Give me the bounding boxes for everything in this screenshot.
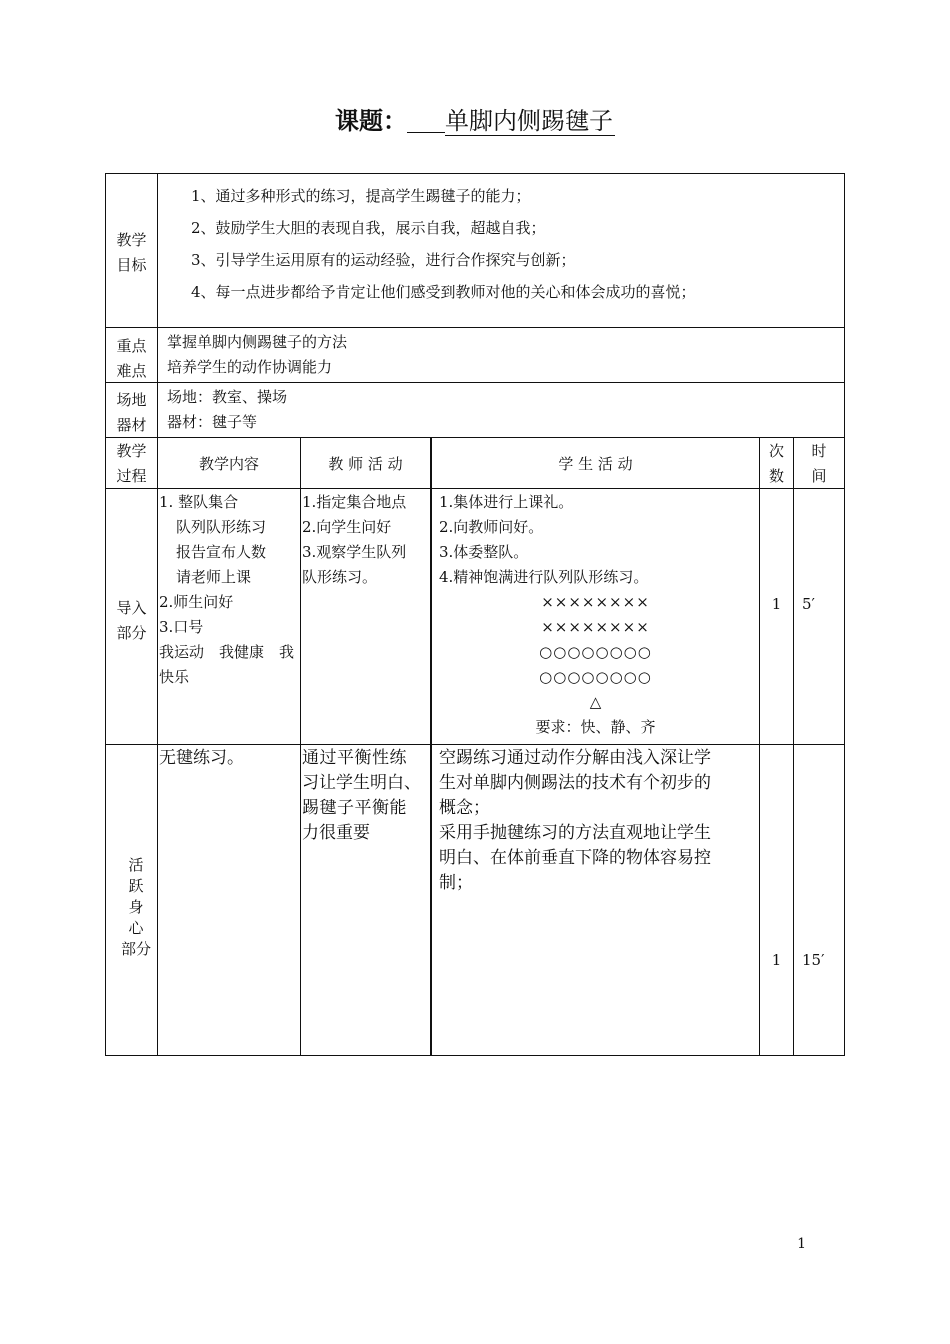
header-teacher: 教 师 活 动 [328, 455, 403, 473]
goals-label [106, 228, 157, 278]
active-label [106, 855, 166, 960]
header-count-line: 次 [768, 442, 784, 460]
header-count-line: 数 [768, 467, 784, 485]
venue-item: 器材：毽子等 [167, 413, 258, 431]
venue-label-line: 场地 [116, 391, 147, 409]
intro-label [106, 596, 157, 646]
active-student-line: 制； [439, 873, 473, 893]
key-points-label [106, 334, 157, 384]
active-label-line: 活 [128, 856, 144, 874]
key-point-item: 培养学生的动作协调能力 [167, 358, 333, 376]
process-label-line: 教学 [116, 442, 147, 460]
formation-teacher-mark: △ [589, 693, 602, 711]
table-border-right [844, 173, 845, 1055]
row-divider [105, 382, 845, 383]
intro-teacher-line: 队形练习。 [302, 568, 378, 586]
active-time: 15′ [802, 951, 825, 969]
table-border-bottom [105, 1055, 845, 1056]
active-label-line: 跃 [128, 877, 144, 895]
header-time-line: 间 [811, 467, 827, 485]
goals-label-line: 目标 [116, 256, 147, 274]
column-divider [793, 437, 794, 1055]
active-teacher-line: 通过平衡性练 [302, 748, 407, 768]
table-border-top [105, 173, 845, 174]
intro-teacher-line: 1.指定集合地点 [302, 493, 407, 511]
column-divider [300, 437, 301, 1055]
venue-label [106, 388, 157, 438]
intro-student-line: 2.向教师问好。 [439, 518, 544, 536]
intro-label-line: 导入 [116, 599, 147, 617]
active-count: 1 [771, 951, 782, 969]
intro-content-line: 3.口号 [159, 618, 204, 636]
intro-content-line: 请老师上课 [176, 568, 252, 586]
title-label: 课题： [335, 107, 407, 135]
row-divider [105, 744, 845, 745]
intro-label-line: 部分 [116, 624, 147, 642]
column-divider [430, 437, 432, 1055]
title-topic: 单脚内侧踢毽子 [445, 107, 613, 135]
page-number: 1 [797, 1236, 806, 1252]
intro-teacher-line: 3.观察学生队列 [302, 543, 407, 561]
page-title [0, 103, 950, 139]
intro-teacher-line: 2.向学生问好 [302, 518, 392, 536]
intro-student-line: 1.集体进行上课礼。 [439, 493, 574, 511]
row-divider [105, 488, 845, 489]
header-count [760, 439, 793, 489]
goal-item: 1、通过多种形式的练习，提高学生踢毽子的能力； [191, 187, 531, 205]
intro-content-line: 1. 整队集合 [159, 493, 239, 511]
process-label [106, 439, 157, 489]
intro-content-line: 队列队形练习 [176, 518, 267, 536]
key-points-label-line: 难点 [116, 362, 147, 380]
goal-item: 3、引导学生运用原有的运动经验，进行合作探究与创新； [191, 251, 576, 269]
header-time-line: 时 [811, 442, 827, 460]
formation-row: ×××××××× [541, 593, 650, 611]
active-teacher-line: 习让学生明白、 [302, 773, 421, 793]
active-student-line: 生对单脚内侧踢法的技术有个初步的 [439, 773, 711, 793]
intro-content-line: 2.师生问好 [159, 593, 234, 611]
active-label-line: 心 [128, 919, 144, 937]
active-student-line: 采用手抛毽练习的方法直观地让学生 [439, 823, 711, 843]
formation-row: ○○○○○○○○ [539, 643, 652, 661]
active-teacher-line: 力很重要 [302, 823, 370, 843]
row-divider [105, 327, 845, 328]
intro-time: 5′ [802, 595, 815, 613]
active-label-line: 身 [128, 898, 144, 916]
row-divider [105, 437, 845, 438]
intro-requirement: 要求：快、静、齐 [535, 718, 656, 736]
header-time [794, 439, 844, 489]
intro-content-line: 报告宣布人数 [176, 543, 267, 561]
header-student: 学 生 活 动 [558, 455, 633, 473]
process-label-line: 过程 [116, 467, 147, 485]
active-content: 无毽练习。 [159, 748, 244, 768]
active-teacher-line: 踢毽子平衡能 [302, 798, 407, 818]
venue-label-line: 器材 [116, 416, 147, 434]
goal-item: 2、鼓励学生大胆的表现自我，展示自我，超越自我； [191, 219, 546, 237]
formation-row: ×××××××× [541, 618, 650, 636]
goal-item: 4、每一点进步都给予肯定让他们感受到教师对他的关心和体会成功的喜悦； [191, 283, 696, 301]
key-point-item: 掌握单脚内侧踢毽子的方法 [167, 333, 348, 351]
intro-content-line: 快乐 [159, 668, 190, 686]
intro-student-line: 4.精神饱满进行队列队形练习。 [439, 568, 649, 586]
active-label-line: 部分 [120, 940, 151, 958]
title-blank-underline [407, 108, 445, 133]
active-student-line: 空踢练习通过动作分解由浅入深让学 [439, 748, 711, 768]
goals-label-line: 教学 [116, 231, 147, 249]
header-content: 教学内容 [198, 455, 259, 473]
active-student-line: 明白、在体前垂直下降的物体容易控 [439, 848, 711, 868]
intro-content-line: 我运动 我健康 我 [159, 643, 295, 661]
intro-count: 1 [771, 595, 782, 613]
formation-row: ○○○○○○○○ [539, 668, 652, 686]
key-points-label-line: 重点 [116, 337, 147, 355]
active-student-line: 概念； [439, 798, 490, 818]
venue-item: 场地：教室、操场 [167, 388, 288, 406]
intro-student-line: 3.体委整队。 [439, 543, 529, 561]
